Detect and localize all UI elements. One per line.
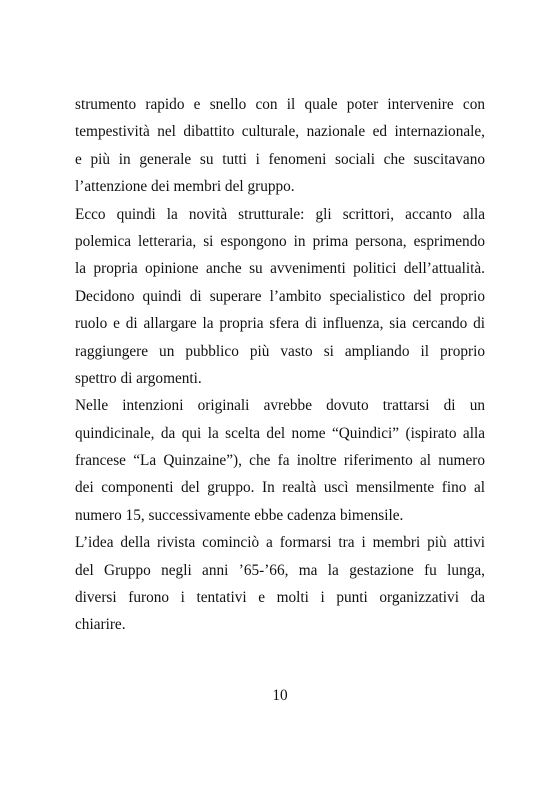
text-line: L’idea della rivista cominciò a formarsi tra i membri più attivi bbox=[75, 534, 485, 552]
text-line: chiarire. bbox=[75, 616, 126, 634]
text-line: tempestività nel dibattito culturale, nazionale ed internazionale, bbox=[75, 123, 485, 141]
text-line: del Gruppo negli anni ’65-’66, ma la gestazione fu lunga, bbox=[75, 561, 485, 579]
text-line: l’attenzione dei membri del gruppo. bbox=[75, 178, 295, 196]
text-line: quindicinale, da qui la scelta del nome “Quindici” (ispirato alla bbox=[75, 424, 485, 442]
text-line: diversi furono i tentativi e molti i punti organizzativi da bbox=[75, 589, 485, 607]
paragraph-2 bbox=[75, 201, 485, 393]
text-line: numero 15, successivamente ebbe cadenza bimensile. bbox=[75, 506, 404, 524]
text-line: strumento rapido e snello con il quale poter intervenire con bbox=[75, 96, 485, 113]
text-line: la propria opinione anche su avvenimenti politici dell’attualità. bbox=[75, 260, 485, 278]
paragraph-1 bbox=[75, 91, 485, 201]
text-line: spettro di argomenti. bbox=[75, 369, 202, 387]
text-line: Nelle intenzioni originali avrebbe dovuto trattarsi di un bbox=[75, 397, 485, 415]
text-line: raggiungere un pubblico più vasto si ampliando il proprio bbox=[75, 342, 485, 360]
text-line: polemica letteraria, si espongono in prima persona, esprimendo bbox=[75, 232, 485, 250]
page-body-text bbox=[75, 91, 485, 639]
text-line: ruolo e di allargare la propria sfera di influenza, sia cercando di bbox=[75, 315, 485, 333]
paragraph-4 bbox=[75, 529, 485, 639]
text-line: Decidono quindi di superare l’ambito specialistico del proprio bbox=[75, 287, 485, 305]
text-line: francese “La Quinzaine”), che fa inoltre riferimento al numero bbox=[75, 452, 485, 470]
text-line: e più in generale su tutti i fenomeni sociali che suscitavano bbox=[75, 150, 485, 168]
text-line: Ecco quindi la novità strutturale: gli scrittori, accanto alla bbox=[75, 205, 485, 223]
page-number: 10 bbox=[272, 687, 288, 704]
text-line: dei componenti del gruppo. In realtà uscì mensilmente fino al bbox=[75, 479, 485, 497]
paragraph-3 bbox=[75, 392, 485, 529]
